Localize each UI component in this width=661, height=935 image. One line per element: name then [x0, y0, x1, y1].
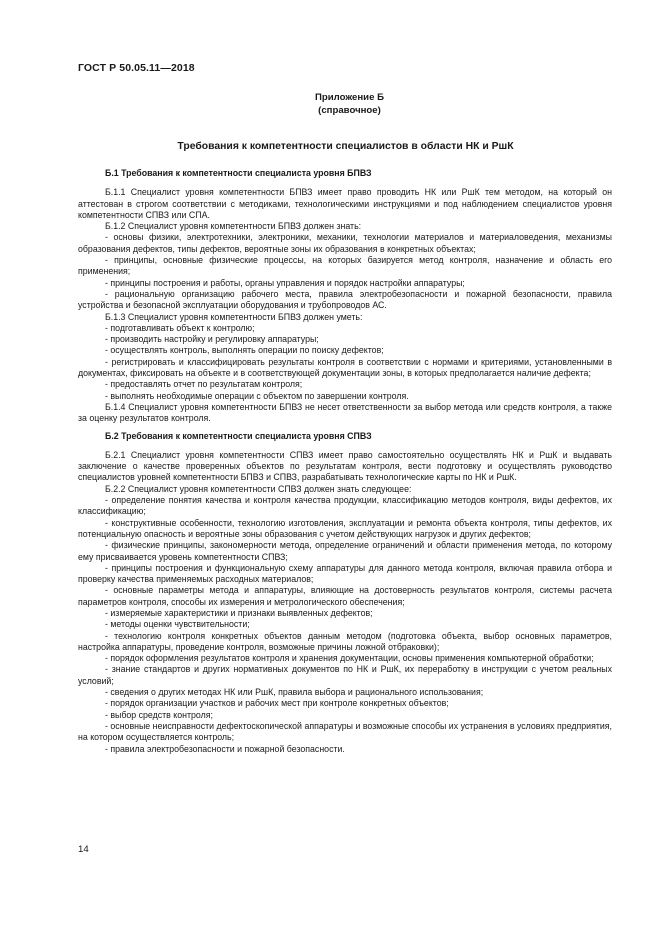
list-item: - осуществлять контроль, выполнять операции по поиску дефектов; — [105, 345, 384, 356]
paragraph: Б.1.2 Специалист уровня компетентности БПВЗ должен знать: — [105, 221, 362, 232]
list-item: - правила электробезопасности и пожарной безопасности. — [105, 743, 345, 754]
standard-header: ГОСТ Р 50.05.11—2018 — [78, 62, 195, 74]
list-item: - конструктивные особенности, технологию изготовления, эксплуатации и ремонта объекта контроля, типы дефектов, их потенциальную опасность и вероятные зоны образования с учетом действующих нагрузок и других дефектов; — [78, 517, 612, 539]
list-item: - методы оценки чувствительности; — [105, 619, 250, 630]
list-item: - порядок организации участков и рабочих мест при контроле конкретных объектов; — [105, 698, 449, 709]
list-item: - рациональную организацию рабочего места, правила электробезопасности и пожарной безопасности, правила устройства и безопасной эксплуатации оборудования и трубопроводов АС. — [78, 288, 612, 311]
list-item: - основы физики, электротехники, электроники, механики, технологии материалов и материаловедения, механизмы образования дефектов, типы дефектов, вероятные зоны их образования в конкретных объектах; — [78, 232, 612, 254]
list-item: - подготавливать объект к контролю; — [105, 322, 255, 333]
list-item: - определение понятия качества и контроля качества продукции, классификацию методов контроля, виды дефектов, их классификацию; — [78, 495, 612, 517]
list-item: - основные параметры метода и аппаратуры, влияющие на достоверность результатов контроля, системы расчета параметров контроля, способы их измерения и метрологического обеспечения; — [78, 585, 612, 607]
list-item: - основные неисправности дефектоскопической аппаратуры и возможные способы их устранения в условиях предприятия, на котором осуществляется контроль; — [78, 720, 612, 743]
annex-heading — [0, 92, 661, 117]
list-item: - измеряемые характеристики и признаки выявленных дефектов; — [105, 607, 373, 618]
list-item: - принципы, основные физические процессы, на которых базируется метод контроля, назначение и область его применения; — [78, 255, 612, 277]
list-item: - порядок оформления результатов контроля и хранения документации, основы применения компьютерной обработки; — [105, 653, 594, 664]
paragraph: Б.1.4 Специалист уровня компетентности БПВЗ не несет ответственности за выбор метода или средств контроля, а также за оценку результатов контроля. — [78, 401, 612, 424]
list-item: - производить настройку и регулировку аппаратуры; — [105, 334, 319, 345]
list-item: - предоставлять отчет по результатам контроля; — [105, 379, 303, 390]
annex-title: Приложение Б — [315, 92, 384, 103]
list-item: - знание стандартов и других нормативных документов по НК и РшК, их переработку в инструкции с учетом реальных условий; — [78, 664, 612, 686]
list-item: - технологию контроля конкретных объектов данным методом (подготовка объекта, выбор основных параметров, настройка аппаратуры, проведение контроля, возможные причины ложной отбраковки); — [78, 630, 612, 652]
list-item: - принципы построения и работы, органы управления и порядок настройки аппаратуры; — [105, 277, 465, 288]
annex-subtitle: (справочное) — [318, 104, 381, 116]
main-title: Требования к компетентности специалистов в области НК и РшК — [177, 141, 514, 152]
list-item: - физические принципы, закономерности метода, определение ограничений и области применения метода, по которому ему присваивается уровень компетентности СПВЗ; — [78, 540, 612, 562]
list-item: - сведения о других методах НК или РшК, правила выбора и рационального использования; — [105, 687, 484, 698]
paragraph: Б.1.3 Специалист уровня компетентности БПВЗ должен уметь: — [105, 311, 363, 322]
document-body — [78, 168, 612, 755]
list-item: - выполнять необходимые операции с объектом по завершении контроля. — [105, 390, 409, 401]
section-heading: Б.2 Требования к компетентности специалиста уровня СПВЗ — [105, 430, 372, 441]
list-item: - принципы построения и функциональную схему аппаратуры для данного метода контроля, включая правила отбора и проверку качества применяемых расходных материалов; — [78, 562, 612, 585]
section-heading: Б.1 Требования к компетентности специалиста уровня БПВЗ — [105, 168, 372, 178]
list-item: - выбор средств контроля; — [105, 709, 213, 720]
page-number: 14 — [78, 844, 89, 855]
paragraph: Б.2.1 Специалист уровня компетентности СПВЗ имеет право самостоятельно осуществлять НК и РшК и выдавать заключение о качестве проверенных объектов по результатам контроля, вести подготовку и осуществлять руководство специалистов уровней компетентности БПВЗ и СПВЗ, разрабатывать технологические карты по НК и РшК. — [78, 449, 612, 483]
list-item: - регистрировать и классифицировать результаты контроля в соответствии с нормами и критериями, установленными в документах, фиксировать на объекте и в соответствующей документации зоны, в которых предполагается наличие дефекта; — [78, 356, 612, 379]
paragraph: Б.2.2 Специалист уровня компетентности СПВЗ должен знать следующее: — [105, 483, 412, 494]
paragraph: Б.1.1 Специалист уровня компетентности БПВЗ имеет право проводить НК или РшК тем методом, на который он аттестован в строгом соответствии с методиками, технологическими инструкциями и под наблюдением специалистов уровня компетентности СПВЗ или СПА. — [78, 187, 612, 220]
